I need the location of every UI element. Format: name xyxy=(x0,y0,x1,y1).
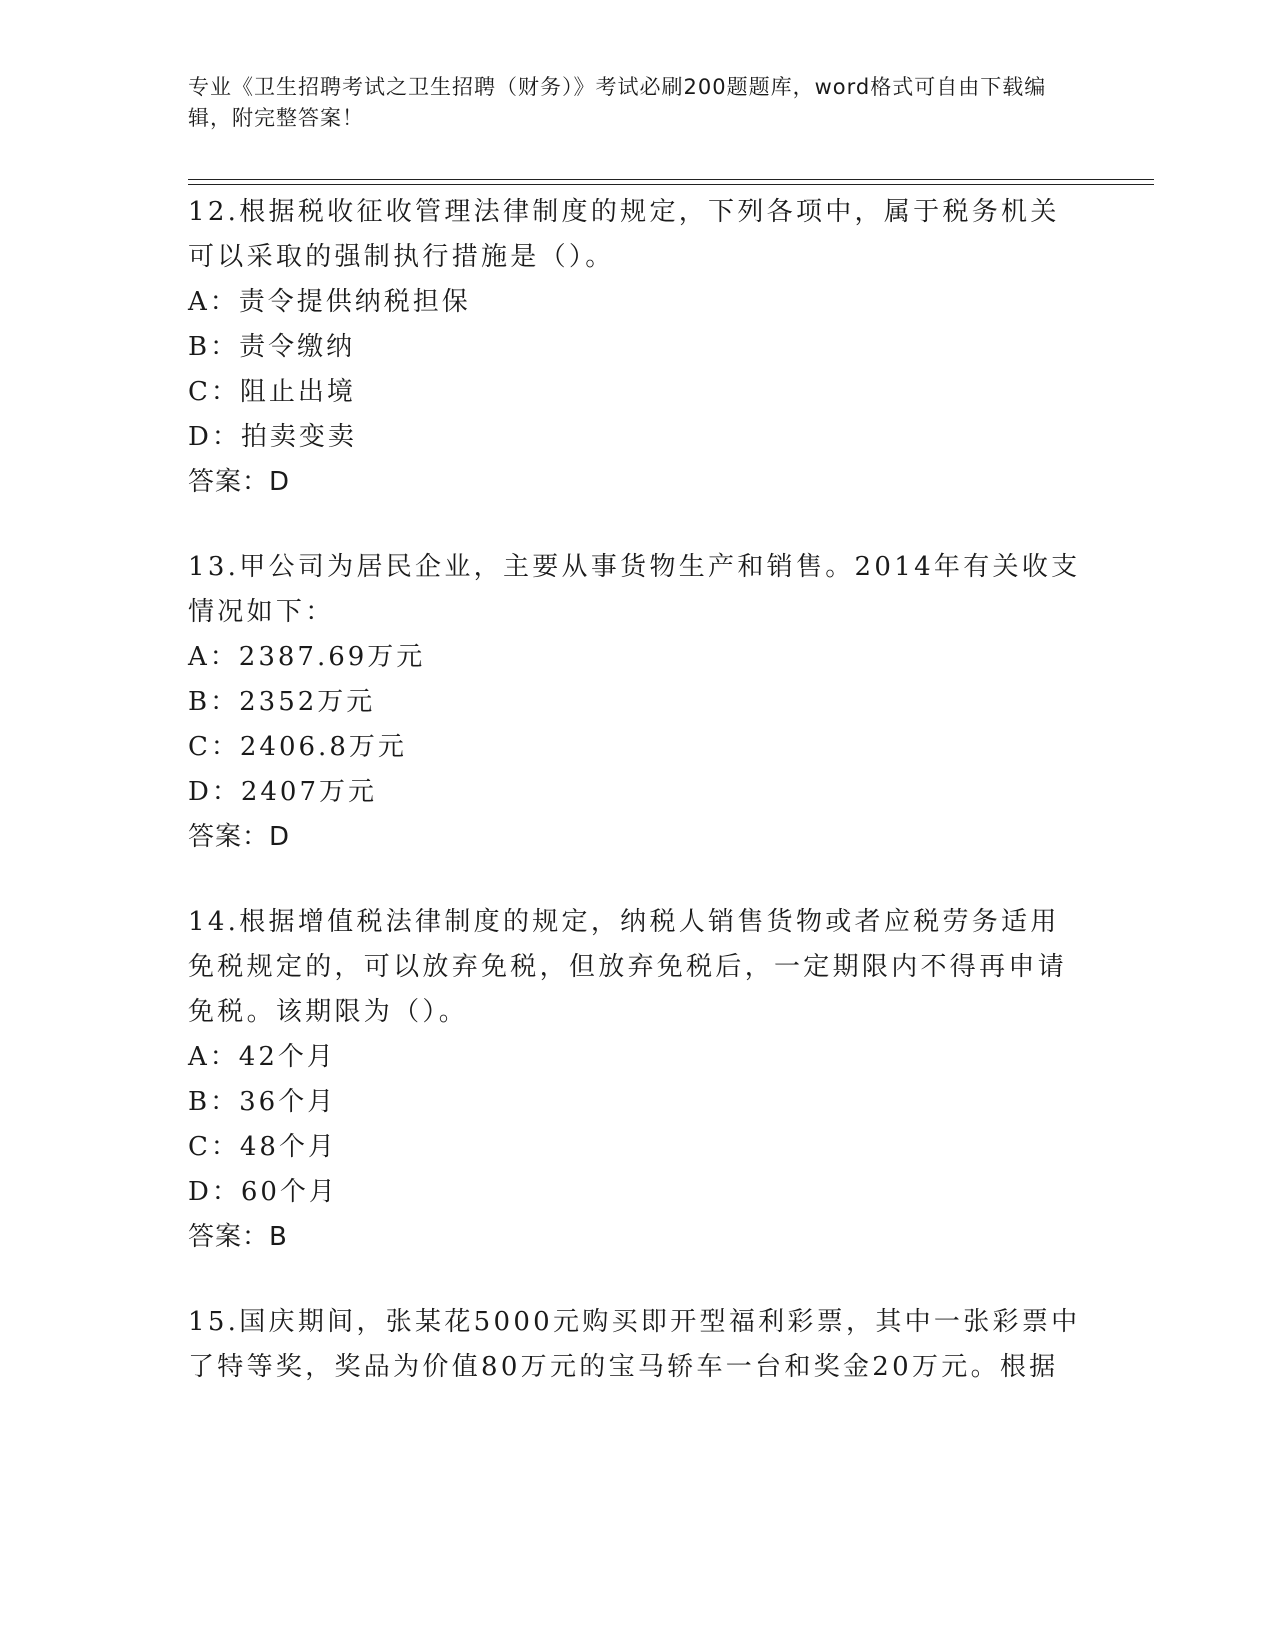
option-d: D：2407万元 xyxy=(188,777,378,807)
document-header: 专业《卫生招聘考试之卫生招聘（财务）》考试必刷200题题库，word格式可自由下载编辑，附完整答案！ xyxy=(188,75,1047,130)
header-divider-bottom xyxy=(188,184,1154,185)
question-text: 13.甲公司为居民企业，主要从事货物生产和销售。2014年有关收支情况如下： xyxy=(188,552,1081,627)
option-a: A：责令提供纳税担保 xyxy=(188,287,471,317)
option-b: B：36个月 xyxy=(188,1087,337,1117)
option-d: D：60个月 xyxy=(188,1177,338,1207)
answer-line: 答案：B xyxy=(188,1222,288,1252)
option-c: C：48个月 xyxy=(188,1132,337,1162)
header-divider-top xyxy=(188,179,1154,180)
option-a: A：42个月 xyxy=(188,1042,336,1072)
question-13 xyxy=(188,545,1088,860)
option-b: B：责令缴纳 xyxy=(188,332,356,362)
option-a: A：2387.69万元 xyxy=(188,642,426,672)
answer-line: 答案：D xyxy=(188,822,291,852)
question-text: 15.国庆期间，张某花5000元购买即开型福利彩票，其中一张彩票中了特等奖，奖品为价值80万元的宝马轿车一台和奖金20万元。根据 xyxy=(188,1307,1081,1382)
option-b: B：2352万元 xyxy=(188,687,376,717)
question-text: 14.根据增值税法律制度的规定，纳税人销售货物或者应税劳务适用免税规定的，可以放弃免税，但放弃免税后，一定期限内不得再申请免税。该期限为（）。 xyxy=(188,907,1068,1027)
option-c: C：阻止出境 xyxy=(188,377,356,407)
question-12 xyxy=(188,190,1088,505)
question-list xyxy=(188,190,1088,1430)
question-text: 12.根据税收征收管理法律制度的规定，下列各项中，属于税务机关可以采取的强制执行措施是（）。 xyxy=(188,197,1060,272)
option-d: D：拍卖变卖 xyxy=(188,422,357,452)
option-c: C：2406.8万元 xyxy=(188,732,407,762)
answer-line: 答案：D xyxy=(188,467,291,497)
question-15 xyxy=(188,1300,1088,1390)
question-14 xyxy=(188,900,1088,1260)
